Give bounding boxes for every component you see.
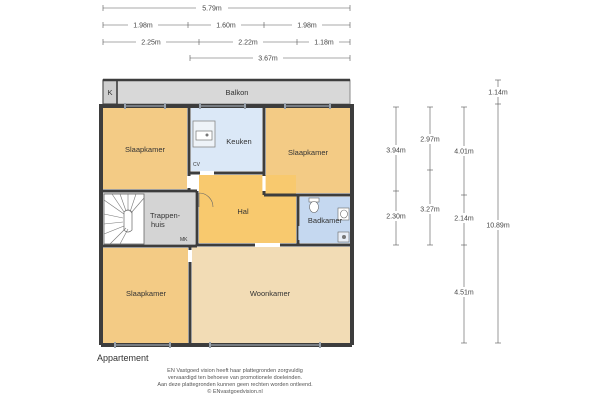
dim-height-4: 3.27m	[420, 206, 440, 214]
shower-tap-icon	[338, 232, 349, 242]
dim-overall-width: 5.79m	[202, 5, 222, 13]
toilet-icon	[309, 198, 319, 213]
disclaimer-line: EN Vastgoed vision heeft haar plattegronden zorgvuldig	[167, 368, 303, 374]
bedroom-southwest-label: Slaapkamer	[125, 289, 167, 298]
k-label: K	[107, 88, 113, 97]
kitchen-label: Keuken	[226, 137, 252, 146]
dim-width-5: 2.22m	[238, 39, 258, 47]
dimension-lines-top	[103, 5, 350, 61]
dim-width-2: 1.60m	[216, 22, 236, 30]
disclaimer-line: vervaardigd ten behoeve van promotionele doeleinden.	[167, 375, 303, 381]
stairwell-label-1: Trappen-	[150, 211, 181, 220]
dim-height-9: 10.89m	[486, 222, 510, 230]
dim-width-1: 1.98m	[133, 22, 153, 30]
dim-height-7: 4.51m	[454, 289, 474, 297]
dim-height-6: 2.14m	[454, 215, 474, 223]
dim-height-3: 2.97m	[420, 136, 440, 144]
balcony-label: Balkon	[225, 88, 249, 97]
disclaimer	[100, 368, 370, 396]
dim-height-1: 3.94m	[386, 147, 406, 155]
dim-height-2: 2.30m	[386, 213, 406, 221]
disclaimer-line: Aan deze plattegronden kunnen geen rechten worden ontleend.	[157, 382, 313, 388]
hallway-label: Hal	[237, 207, 249, 216]
living-room-label: Woonkamer	[249, 289, 291, 298]
kitchen-sink-icon	[196, 131, 212, 140]
dim-width-3: 1.98m	[297, 22, 317, 30]
bedroom-northwest-label: Slaapkamer	[124, 145, 166, 154]
disclaimer-line: © ENvastgoedvision.nl	[207, 389, 263, 395]
bedroom-northeast-label: Slaapkamer	[287, 148, 329, 157]
dim-height-8: 1.14m	[488, 89, 508, 97]
cv-label: CV	[193, 162, 200, 168]
plan-title: Appartement	[97, 353, 149, 363]
dim-height-5: 4.01m	[454, 148, 474, 156]
dim-width-4: 2.25m	[141, 39, 161, 47]
dim-width-7: 3.67m	[258, 55, 278, 63]
stairs-icon	[104, 194, 144, 244]
dim-width-6: 1.18m	[314, 39, 334, 47]
mk-label: MK	[180, 237, 188, 243]
stairwell-label-2: huis	[151, 220, 165, 229]
bathroom-label: Badkamer	[307, 216, 343, 225]
